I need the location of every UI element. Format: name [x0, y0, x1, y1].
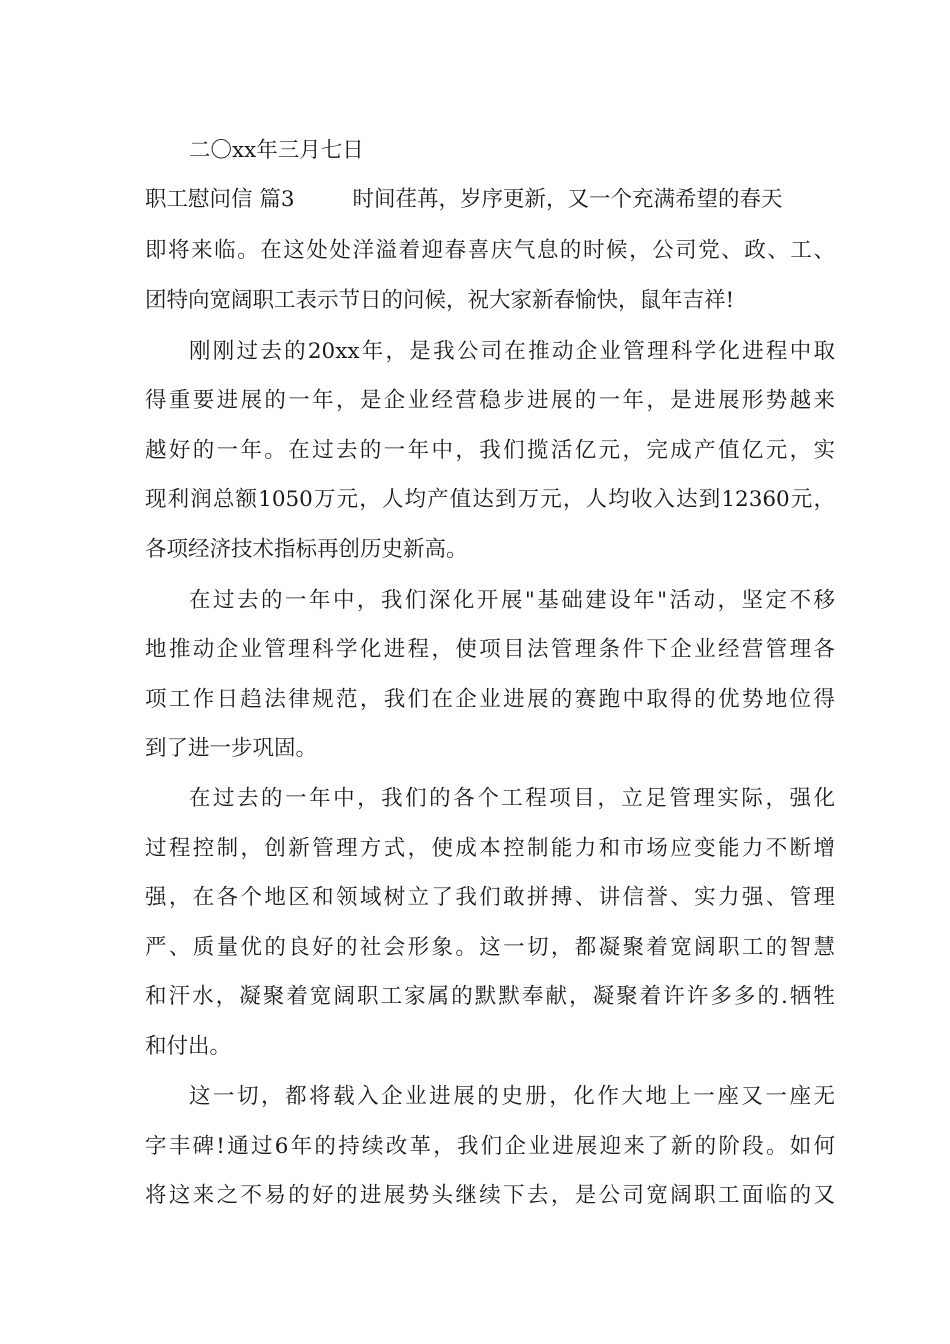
text-line: 将这来之不易的好的进展势头继续下去，是公司宽阔职工面临的又 — [145, 1183, 835, 1208]
text-line: 得重要进展的一年，是企业经营稳步进展的一年，是进展形势越来 — [145, 388, 835, 413]
text-line: 这一切，都将载入企业进展的史册，化作大地上一座又一座无 — [189, 1084, 835, 1109]
letter-heading: 职工慰问信 篇3 — [145, 187, 295, 212]
text-line: 越好的一年。在过去的一年中，我们揽活亿元，完成产值亿元，实 — [145, 438, 835, 463]
heading-line — [145, 180, 835, 220]
text-line: 到了进一步巩固。 — [145, 736, 318, 761]
text-line: 严、质量优的良好的社会形象。这一切，都凝聚着宽阔职工的智慧 — [145, 935, 835, 960]
text-line: 即将来临。在这处处洋溢着迎春喜庆气息的时候，公司党、政、工、 — [145, 238, 835, 263]
text-line: 字丰碑!通过6年的持续改革，我们企业进展迎来了新的阶段。如何 — [145, 1134, 835, 1159]
text-line: 强，在各个地区和领域树立了我们敢拼搏、讲信誉、实力强、管理 — [145, 885, 835, 910]
text-line: 过程控制，创新管理方式，使成本控制能力和市场应变能力不断增 — [145, 836, 835, 861]
text-line: 和汗水，凝聚着宽阔职工家属的默默奉献，凝聚着许许多多的.牺牲 — [145, 984, 835, 1009]
text-line: 项工作日趋法律规范，我们在企业进展的赛跑中取得的优势地位得 — [145, 687, 835, 712]
text-line: 在过去的一年中，我们深化开展"基础建设年"活动，坚定不移 — [189, 588, 835, 613]
text-line: 各项经济技术指标再创历史新高。 — [145, 537, 468, 562]
date-line: 二〇xx年三月七日 — [189, 138, 364, 163]
paragraph-1-start: 时间荏苒，岁序更新，又一个充满希望的春天 — [352, 187, 783, 212]
text-line: 在过去的一年中，我们的各个工程项目，立足管理实际，强化 — [189, 786, 835, 811]
text-line: 团特向宽阔职工表示节日的问候，祝大家新春愉快，鼠年吉祥! — [145, 288, 735, 313]
text-line: 和付出。 — [145, 1034, 232, 1059]
text-line: 现利润总额1050万元，人均产值达到万元，人均收入达到12360元， — [145, 487, 835, 512]
text-line: 地推动企业管理科学化进程，使项目法管理条件下企业经营管理各 — [145, 637, 835, 662]
text-line: 刚刚过去的20xx年，是我公司在推动企业管理科学化进程中取 — [189, 339, 835, 364]
